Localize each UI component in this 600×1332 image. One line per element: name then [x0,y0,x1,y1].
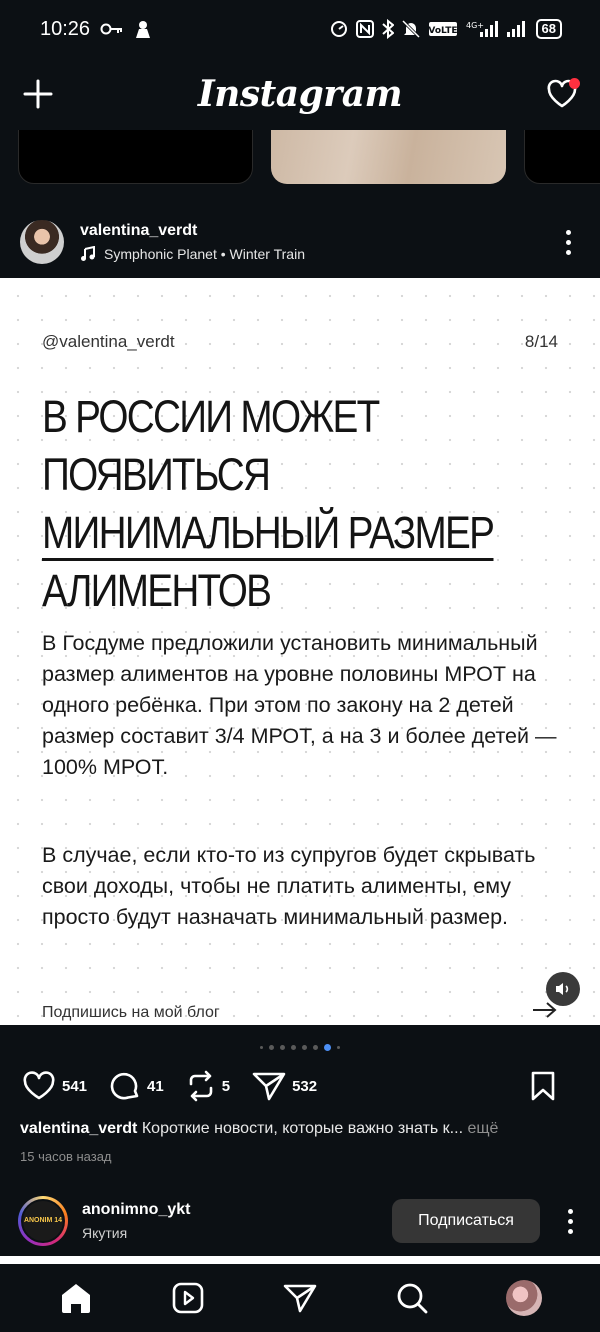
more-icon[interactable] [556,222,580,262]
carousel-dot [260,1046,263,1049]
slide-title [42,388,558,620]
nav-home[interactable] [56,1278,96,1318]
nav-search[interactable] [392,1278,432,1318]
slide-footer: Подпишись на мой блог [42,1003,220,1021]
caption-more-link[interactable]: ещё [467,1120,499,1137]
carousel-dot [337,1046,340,1049]
carousel-dot [313,1045,318,1050]
music-note-icon [80,246,96,262]
next-post-location[interactable]: Якутия [82,1225,128,1241]
create-button[interactable] [20,76,56,112]
key-icon [100,19,124,39]
mute-icon [402,19,420,39]
sound-icon [554,980,572,998]
carousel-indicator [0,1040,600,1054]
reels-icon [172,1282,204,1314]
carousel-dot [280,1045,285,1050]
previous-post-strip [0,130,600,186]
search-icon [396,1282,428,1314]
nfc-icon [356,19,374,39]
carousel-dot-active [324,1044,331,1051]
comment-icon [109,1070,141,1102]
share-count: 532 [292,1077,318,1095]
next-user-avatar[interactable] [18,1196,68,1246]
nav-reels[interactable] [168,1278,208,1318]
repost-count: 5 [221,1077,231,1095]
post-actions [0,1062,600,1110]
send-icon [252,1071,286,1101]
app-header [0,58,600,130]
slide-handle: @valentina_verdt [42,332,175,351]
post-username[interactable]: valentina_verdt [80,222,198,239]
follow-button[interactable]: Подписаться [392,1199,540,1243]
title-line: В РОССИИ МОЖЕТ [42,391,379,442]
svg-text:4G+: 4G+ [465,21,484,30]
user-avatar[interactable] [20,220,64,264]
bookmark-icon [530,1071,556,1101]
avatar-logo: ANONIM 14 [21,1199,65,1243]
title-line-underlined: МИНИМАЛЬНЫЙ РАЗМЕР [42,507,493,561]
notification-dot [569,78,580,89]
caption-username[interactable]: valentina_verdt [20,1120,138,1137]
next-post-media-edge [0,1256,600,1264]
signal-4g-icon [466,19,498,39]
volte-icon [428,19,458,39]
title-line: ПОЯВИТЬСЯ [42,449,270,500]
media-thumbnail[interactable] [18,130,253,184]
status-time: 10:26 [40,17,91,40]
bottom-navigation [0,1264,600,1332]
comment-count: 41 [147,1077,164,1095]
post-music[interactable] [80,246,556,262]
media-thumbnail[interactable] [524,130,600,184]
next-post-header [0,1190,600,1252]
slide-paragraph: В Госдуме предложили установить минимальный размер алиментов на уровне половины МРОТ на одного ребёнка. При этом по закону на 2 детей размер составит 3/4 МРОТ, а на 3 и более детей — 100% МРОТ. [42,631,557,779]
home-icon [59,1282,93,1314]
carousel-dot [302,1045,307,1050]
notifications-button[interactable] [544,76,580,112]
repost-button[interactable] [186,1070,230,1102]
like-button[interactable] [22,1071,87,1101]
media-thumbnail[interactable] [271,130,506,184]
post-caption[interactable] [20,1120,580,1138]
slide-counter: 8/14 [524,332,558,351]
nav-profile[interactable] [504,1278,544,1318]
post-time-ago: 15 часов назад [20,1149,112,1164]
signal-icon [506,19,528,39]
slide-paragraph: В случае, если кто-то из супругов будет скрывать свои доходы, чтобы не платить алименты, ему просто будут назначать минимальный размер. [42,843,536,929]
send-icon [283,1283,317,1313]
share-button[interactable] [252,1071,317,1101]
plus-icon [23,79,53,109]
comment-button[interactable] [109,1070,164,1102]
svg-text:VoLTE: VoLTE [427,26,458,36]
carousel-dot [291,1045,296,1050]
heart-icon [22,1071,56,1101]
more-icon[interactable] [558,1201,582,1241]
carousel-dot [269,1045,274,1050]
next-post-username[interactable]: anonimno_ykt [82,1201,191,1218]
app-notification-icon [134,19,152,39]
post-header [0,206,600,278]
profile-avatar [506,1280,542,1316]
data-saver-icon [330,19,348,39]
repost-icon [186,1070,216,1102]
like-count: 541 [62,1077,88,1095]
save-button[interactable] [530,1071,556,1101]
instagram-logo[interactable]: Instagram [197,73,403,115]
sound-toggle-button[interactable] [546,972,580,1006]
bluetooth-icon [382,19,394,39]
caption-text: Короткие новости, которые важно знать к... [141,1120,464,1137]
status-bar [0,0,600,58]
post-media[interactable] [0,278,600,1025]
nav-messages[interactable] [280,1278,320,1318]
music-label: Symphonic Planet • Winter Train [104,246,305,262]
battery-indicator: 68 [536,19,562,39]
title-line: АЛИМЕНТОВ [42,565,271,616]
